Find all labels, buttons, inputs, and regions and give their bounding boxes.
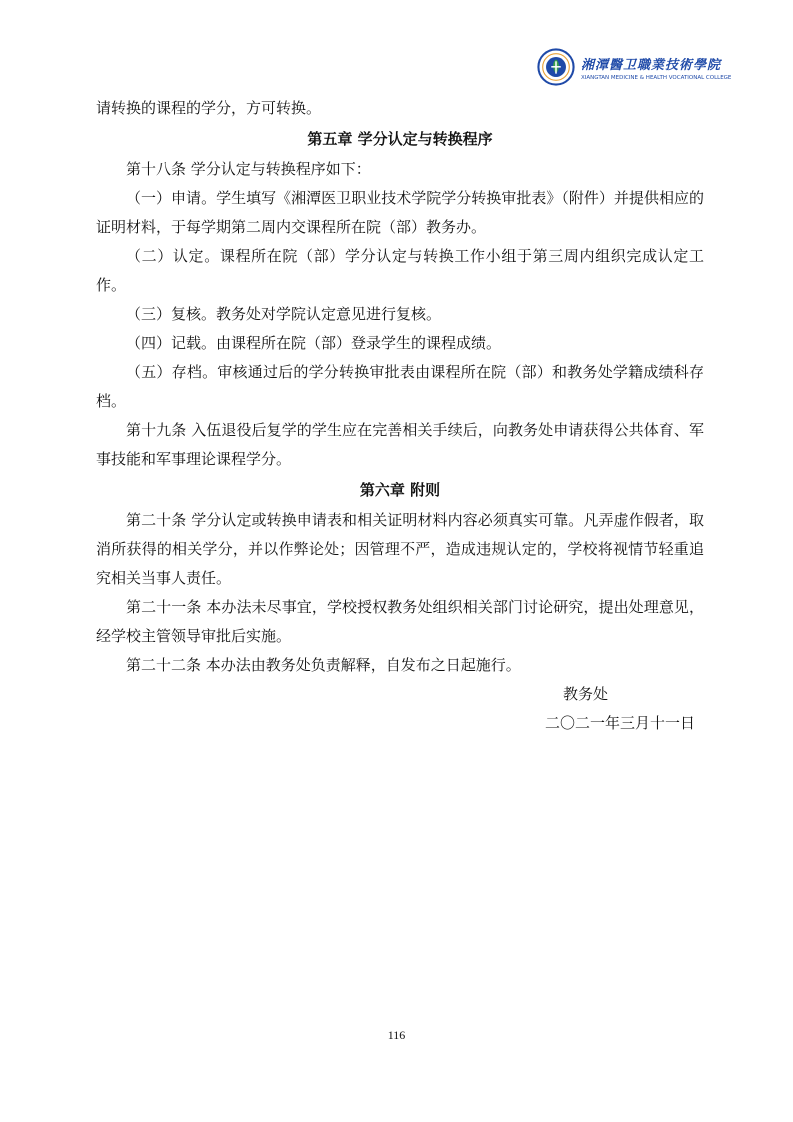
logo-english-name: XIANGTAN MEDICINE & HEALTH VOCATIONAL COLLEGE	[581, 74, 732, 81]
procedure-step-record: （四）记载。由课程所在院（部）登录学生的课程成绩。	[126, 334, 502, 352]
college-logo	[537, 46, 732, 88]
article-22: 第二十二条 本办法由教务处负责解释，自发布之日起施行。	[126, 656, 521, 674]
article-21: 第二十一条 本办法未尽事宜，学校授权教务处组织相关部门讨论研究，提出处理意见，经学校主管领导审批后实施。	[96, 598, 704, 645]
page-number: 116	[387, 1028, 406, 1042]
procedure-step-archive: （五）存档。审核通过后的学分转换审批表由课程所在院（部）和教务处学籍成绩科存档。	[96, 363, 704, 410]
signature-office: 教务处	[562, 685, 608, 703]
chapter-6-heading: 第六章 附则	[359, 481, 441, 499]
logo-chinese-name: 湘潭醫卫職業技術學院	[581, 57, 722, 73]
article-19: 第十九条 入伍退役后复学的学生应在完善相关手续后，向教务处申请获得公共体育、军事技能和军事理论课程学分。	[96, 421, 704, 468]
college-emblem-icon	[537, 48, 575, 86]
paragraph-continuation: 请转换的课程的学分，方可转换。	[96, 99, 322, 117]
procedure-step-confirm: （二）认定。课程所在院（部）学分认定与转换工作小组于第三周内组织完成认定工作。	[96, 247, 704, 294]
chapter-5-heading: 第五章 学分认定与转换程序	[307, 130, 493, 148]
article-20: 第二十条 学分认定或转换申请表和相关证明材料内容必须真实可靠。凡弄虚作假者，取消所获得的相关学分，并以作弊论处；因管理不严，造成违规认定的，学校将视情节轻重追究相关当事人责任。	[96, 511, 704, 587]
procedure-step-apply: （一）申请。学生填写《湘潭医卫职业技术学院学分转换审批表》（附件）并提供相应的证明材料，于每学期第二周内交课程所在院（部）教务办。	[96, 189, 704, 236]
signature-date: 二〇二一年三月十一日	[544, 714, 695, 732]
procedure-step-review: （三）复核。教务处对学院认定意见进行复核。	[126, 305, 442, 323]
article-18: 第十八条 学分认定与转换程序如下：	[126, 160, 371, 178]
document-body	[96, 94, 704, 738]
